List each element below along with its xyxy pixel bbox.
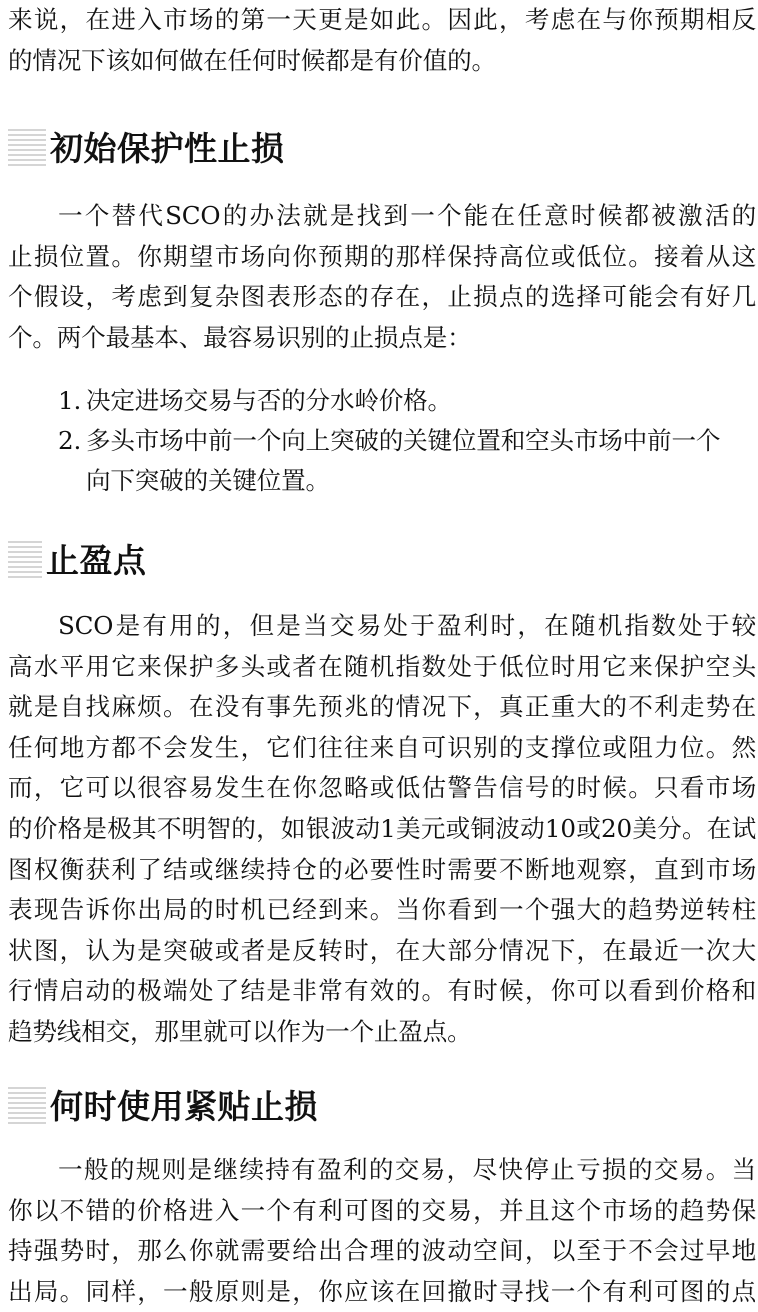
paragraph-line: 趋势线相交，那里就可以作为一个止盈点。 [8, 1016, 472, 1046]
paragraph-line: 高水平用它来保护多头或者在随机指数处于低位时用它来保护空头 [8, 651, 756, 681]
paragraph-line: 状图，认为是突破或者是反转时，在大部分情况下，在最近一次大 [8, 935, 756, 965]
list-text: 向下突破的关键位置。 [86, 466, 330, 495]
paragraph-line: 图权衡获利了结或继续持仓的必要性时需要不断地观察，直到市场 [8, 854, 756, 884]
paragraph-line: 一个替代SCO的办法就是找到一个能在任意时候都被激活的 [58, 201, 756, 230]
section-title: 何时使用紧贴止损 [50, 1087, 318, 1126]
list-item [58, 421, 754, 462]
intro-line: 来说，在进入市场的第一天更是如此。因此，考虑在与你预期相反 [8, 5, 756, 34]
section-title: 止盈点 [46, 541, 147, 580]
heading-marker-icon [8, 129, 46, 169]
paragraph-line: 个假设，考虑到复杂图表形态的存在，止损点的选择可能会有好几 [8, 282, 756, 312]
paragraph-line: 你以不错的价格进入一个有利可图的交易，并且这个市场的趋势保 [8, 1195, 756, 1225]
paragraph-line: 就是自找麻烦。在没有事先预兆的情况下，真正重大的不利走势在 [8, 692, 756, 722]
paragraph-line: SCO是有用的，但是当交易处于盈利时，在随机指数处于较 [58, 611, 756, 640]
list-text: 多头市场中前一个向上突破的关键位置和空头市场中前一个 [86, 426, 721, 455]
heading-marker-icon [8, 1087, 46, 1127]
list-text: 决定进场交易与否的分水岭价格。 [86, 386, 452, 415]
paragraph-line: 行情启动的极端处了结是非常有效的。有时候，你可以看到价格和 [8, 976, 756, 1006]
paragraph-line: 任何地方都不会发生，它们往往来自可识别的支撑位或阻力位。然 [8, 732, 756, 762]
list-number: 1. [58, 386, 82, 415]
list-item-continuation [58, 461, 754, 502]
section3-paragraph [8, 1150, 756, 1312]
list-number: 2. [58, 426, 82, 455]
section-title: 初始保护性止损 [50, 129, 285, 168]
paragraph-line: 个。两个最基本、最容易识别的止损点是： [8, 322, 472, 352]
paragraph-line: 出局。同样，一般原则是，你应该在回撤时寻找一个有利可图的点 [8, 1276, 756, 1306]
paragraph-line: 表现告诉你出局的时机已经到来。当你看到一个强大的趋势逆转柱 [8, 895, 756, 925]
heading-marker-icon [8, 541, 42, 581]
paragraph-line: 而，它可以很容易发生在你忽略或低估警告信号的时候。只看市场 [8, 773, 756, 803]
section-heading-tight-stop [8, 1082, 318, 1132]
intro-line: 的情况下该如何做在任何时候都是有价值的。 [8, 45, 496, 75]
paragraph-line: 止损位置。你期望市场向你预期的那样保持高位或低位。接着从这 [8, 241, 756, 271]
section1-paragraph [8, 196, 756, 358]
paragraph-line: 持强势时，那么你就需要给出合理的波动空间，以至于不会过早地 [8, 1236, 756, 1266]
section-heading-initial-stop [8, 124, 285, 174]
section2-paragraph [8, 606, 756, 1053]
intro-paragraph [8, 0, 756, 81]
section-heading-take-profit [8, 536, 147, 586]
paragraph-line: 的价格是极其不明智的，如银波动1美元或铜波动10或20美分。在试 [8, 813, 756, 843]
list-item [58, 381, 754, 422]
paragraph-line: 一般的规则是继续持有盈利的交易，尽快停止亏损的交易。当 [58, 1155, 756, 1184]
